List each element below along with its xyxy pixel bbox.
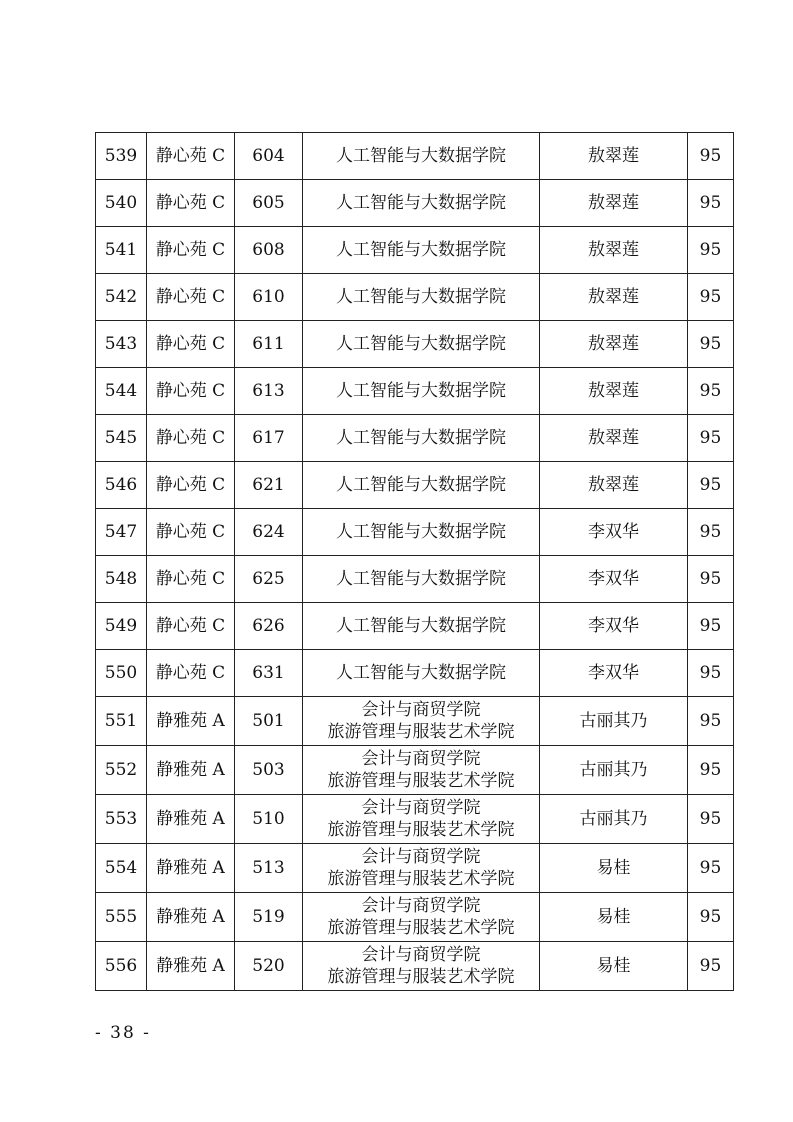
department-line: 人工智能与大数据学院	[336, 475, 506, 495]
cell-score: 95	[688, 133, 734, 180]
cell-score: 95	[688, 603, 734, 650]
inspection-table	[95, 132, 734, 991]
cell-department	[303, 180, 540, 227]
cell-number: 550	[96, 650, 147, 697]
cell-person: 易桂	[540, 893, 688, 942]
table-row	[96, 321, 734, 368]
cell-department	[303, 415, 540, 462]
cell-score: 95	[688, 795, 734, 844]
table-row	[96, 942, 734, 991]
table-row	[96, 556, 734, 603]
cell-building: 静心苑 C	[147, 415, 235, 462]
cell-room: 626	[235, 603, 303, 650]
cell-score: 95	[688, 368, 734, 415]
cell-room: 608	[235, 227, 303, 274]
cell-person: 敖翠莲	[540, 227, 688, 274]
cell-room: 604	[235, 133, 303, 180]
cell-building: 静心苑 C	[147, 321, 235, 368]
cell-number: 541	[96, 227, 147, 274]
cell-building: 静心苑 C	[147, 462, 235, 509]
cell-department	[303, 697, 540, 746]
department-line: 人工智能与大数据学院	[336, 428, 506, 448]
cell-department	[303, 795, 540, 844]
cell-person: 李双华	[540, 650, 688, 697]
page-number: - 38 -	[95, 1023, 151, 1043]
cell-person: 李双华	[540, 603, 688, 650]
cell-department	[303, 368, 540, 415]
cell-person: 敖翠莲	[540, 133, 688, 180]
department-line: 人工智能与大数据学院	[336, 240, 506, 260]
cell-person: 李双华	[540, 556, 688, 603]
cell-person: 敖翠莲	[540, 462, 688, 509]
cell-building: 静心苑 C	[147, 650, 235, 697]
cell-building: 静雅苑 A	[147, 893, 235, 942]
cell-number: 551	[96, 697, 147, 746]
cell-building: 静心苑 C	[147, 274, 235, 321]
cell-person: 古丽其乃	[540, 697, 688, 746]
cell-score: 95	[688, 274, 734, 321]
department-line: 旅游管理与服装艺术学院	[327, 967, 515, 987]
cell-score: 95	[688, 321, 734, 368]
table-row	[96, 462, 734, 509]
cell-number: 555	[96, 893, 147, 942]
cell-number: 547	[96, 509, 147, 556]
department-line: 人工智能与大数据学院	[336, 616, 506, 636]
cell-room: 625	[235, 556, 303, 603]
cell-score: 95	[688, 746, 734, 795]
table-row	[96, 697, 734, 746]
cell-person: 敖翠莲	[540, 180, 688, 227]
department-line: 人工智能与大数据学院	[336, 381, 506, 401]
cell-department	[303, 133, 540, 180]
cell-score: 95	[688, 462, 734, 509]
department-line: 人工智能与大数据学院	[336, 522, 506, 542]
cell-room: 503	[235, 746, 303, 795]
department-line: 旅游管理与服装艺术学院	[327, 771, 515, 791]
cell-score: 95	[688, 893, 734, 942]
cell-number: 546	[96, 462, 147, 509]
cell-department	[303, 274, 540, 321]
cell-person: 敖翠莲	[540, 415, 688, 462]
table-body	[96, 133, 734, 991]
cell-person: 敖翠莲	[540, 321, 688, 368]
cell-score: 95	[688, 942, 734, 991]
department-line: 人工智能与大数据学院	[336, 193, 506, 213]
department-line: 会计与商贸学院	[361, 847, 481, 867]
table-row	[96, 227, 734, 274]
table-row	[96, 415, 734, 462]
department-line: 旅游管理与服装艺术学院	[327, 722, 515, 742]
cell-room: 501	[235, 697, 303, 746]
cell-person: 古丽其乃	[540, 746, 688, 795]
cell-building: 静心苑 C	[147, 556, 235, 603]
cell-person: 易桂	[540, 942, 688, 991]
table-row	[96, 603, 734, 650]
cell-number: 549	[96, 603, 147, 650]
cell-building: 静雅苑 A	[147, 746, 235, 795]
cell-building: 静雅苑 A	[147, 942, 235, 991]
department-line: 会计与商贸学院	[361, 945, 481, 965]
cell-person: 易桂	[540, 844, 688, 893]
cell-building: 静雅苑 A	[147, 844, 235, 893]
cell-building: 静心苑 C	[147, 603, 235, 650]
table-row	[96, 795, 734, 844]
cell-room: 621	[235, 462, 303, 509]
cell-building: 静雅苑 A	[147, 697, 235, 746]
department-line: 人工智能与大数据学院	[336, 569, 506, 589]
cell-room: 513	[235, 844, 303, 893]
cell-number: 553	[96, 795, 147, 844]
department-line: 人工智能与大数据学院	[336, 146, 506, 166]
cell-number: 540	[96, 180, 147, 227]
cell-room: 624	[235, 509, 303, 556]
cell-building: 静心苑 C	[147, 368, 235, 415]
cell-room: 617	[235, 415, 303, 462]
department-line: 会计与商贸学院	[361, 749, 481, 769]
cell-department	[303, 650, 540, 697]
cell-room: 520	[235, 942, 303, 991]
cell-person: 古丽其乃	[540, 795, 688, 844]
cell-score: 95	[688, 556, 734, 603]
cell-number: 539	[96, 133, 147, 180]
department-line: 旅游管理与服装艺术学院	[327, 820, 515, 840]
table-row	[96, 844, 734, 893]
table-row	[96, 650, 734, 697]
cell-department	[303, 893, 540, 942]
cell-number: 543	[96, 321, 147, 368]
table-row	[96, 274, 734, 321]
cell-score: 95	[688, 415, 734, 462]
department-line: 人工智能与大数据学院	[336, 334, 506, 354]
cell-room: 519	[235, 893, 303, 942]
table-row	[96, 746, 734, 795]
department-line: 人工智能与大数据学院	[336, 287, 506, 307]
cell-number: 556	[96, 942, 147, 991]
cell-department	[303, 746, 540, 795]
cell-department	[303, 227, 540, 274]
table-row	[96, 368, 734, 415]
cell-number: 554	[96, 844, 147, 893]
department-line: 旅游管理与服装艺术学院	[327, 869, 515, 889]
cell-number: 544	[96, 368, 147, 415]
cell-department	[303, 462, 540, 509]
cell-room: 610	[235, 274, 303, 321]
table-row	[96, 180, 734, 227]
department-line: 会计与商贸学院	[361, 798, 481, 818]
cell-building: 静心苑 C	[147, 227, 235, 274]
cell-number: 542	[96, 274, 147, 321]
cell-person: 李双华	[540, 509, 688, 556]
cell-department	[303, 603, 540, 650]
table-row	[96, 509, 734, 556]
cell-department	[303, 844, 540, 893]
cell-room: 631	[235, 650, 303, 697]
cell-score: 95	[688, 697, 734, 746]
department-line: 会计与商贸学院	[361, 700, 481, 720]
cell-room: 605	[235, 180, 303, 227]
cell-department	[303, 556, 540, 603]
cell-number: 548	[96, 556, 147, 603]
cell-score: 95	[688, 844, 734, 893]
cell-department	[303, 509, 540, 556]
cell-score: 95	[688, 180, 734, 227]
cell-score: 95	[688, 227, 734, 274]
table-row	[96, 893, 734, 942]
cell-department	[303, 321, 540, 368]
department-line: 人工智能与大数据学院	[336, 663, 506, 683]
department-line: 会计与商贸学院	[361, 896, 481, 916]
cell-department	[303, 942, 540, 991]
cell-building: 静心苑 C	[147, 509, 235, 556]
department-line: 旅游管理与服装艺术学院	[327, 918, 515, 938]
cell-score: 95	[688, 509, 734, 556]
cell-score: 95	[688, 650, 734, 697]
cell-building: 静心苑 C	[147, 180, 235, 227]
cell-room: 611	[235, 321, 303, 368]
cell-building: 静心苑 C	[147, 133, 235, 180]
cell-building: 静雅苑 A	[147, 795, 235, 844]
cell-room: 510	[235, 795, 303, 844]
cell-number: 552	[96, 746, 147, 795]
cell-room: 613	[235, 368, 303, 415]
table-row	[96, 133, 734, 180]
cell-person: 敖翠莲	[540, 368, 688, 415]
cell-number: 545	[96, 415, 147, 462]
cell-person: 敖翠莲	[540, 274, 688, 321]
